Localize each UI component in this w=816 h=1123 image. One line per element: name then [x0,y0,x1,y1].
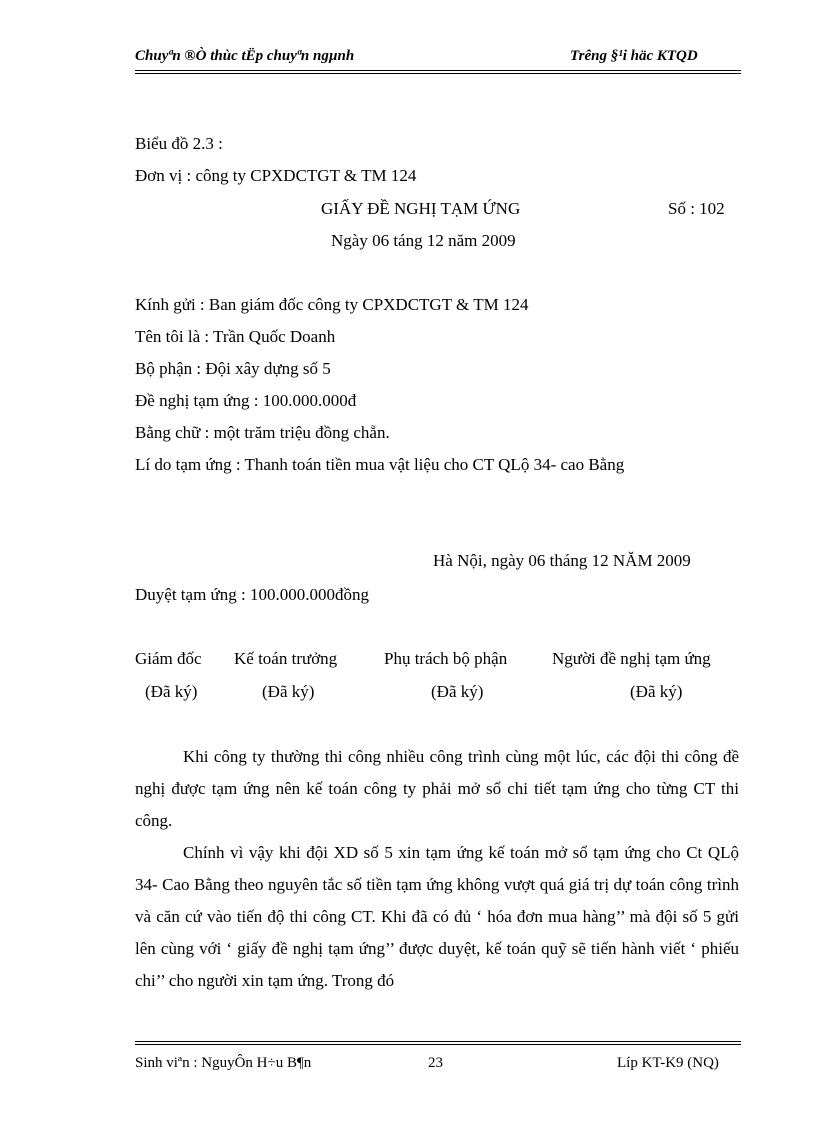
department-line: Bộ phận : Đội xây dựng số 5 [135,359,331,378]
signature-status: (Đã ký) [262,682,315,701]
footer-student: Sinh viªn : NguyÔn H÷u B¶n [135,1055,312,1071]
page-number: 23 [428,1055,443,1071]
signature-role: Người đề nghị tạm ứng [552,649,711,668]
signature-status: (Đã ký) [630,682,683,701]
body-paragraph-1: Khi công ty thường thi công nhiều công trình cùng một lúc, các đội thi công đề nghị được tạm ứng nên kế toán công ty phải mở sổ chi tiết tạm ứng cho từng CT thi công. [135,747,739,830]
form-date: Ngày 06 táng 12 năm 2009 [331,231,516,250]
header-rule-top [135,70,741,71]
name-line: Tên tôi là : Trần Quốc Doanh [135,327,336,346]
header-left-text: Chuyªn ®Ò thùc tËp chuyªn ngµnh [135,48,355,64]
signature-status: (Đã ký) [431,682,484,701]
form-number: Số : 102 [668,199,725,218]
place-date-line: Hà Nội, ngày 06 tháng 12 NĂM 2009 [433,551,691,570]
signature-role: Giám đốc [135,649,202,668]
footer-rule-bottom [135,1044,741,1045]
header-rule-bottom [135,73,741,74]
header-right-text: Trêng §¹i häc KTQD [570,48,698,64]
amount-line: Đề nghị tạm ứng : 100.000.000đ [135,391,357,410]
amount-in-words-line: Bằng chữ : một trăm triệu đồng chẵn. [135,423,390,442]
signature-status: (Đã ký) [145,682,198,701]
form-title: GIẤY ĐỀ NGHỊ TẠM ỨNG [321,199,521,218]
unit-line: Đơn vị : công ty CPXDCTGT & TM 124 [135,166,417,185]
footer-class: Líp KT-K9 (NQ) [617,1055,719,1071]
reason-line: Lí do tạm ứng : Thanh toán tiền mua vật liệu cho CT QLộ 34- cao Bằng [135,455,625,474]
body-paragraph-2: Chính vì vậy khi đội XD số 5 xin tạm ứng kế toán mở sổ tạm ứng cho Ct QLộ 34- Cao Bằng theo nguyên tắc số tiền tạm ứng không vượt quá giá trị dự toán công trình và căn cứ vào tiến độ thi công CT. Khi đã có đủ ‘ hóa đơn mua hàng’’ mà đội số 5 gửi lên cùng với ‘ giấy đề nghị tạm ứng’’ được duyệt, kế toán quỹ sẽ tiến hành viết ‘ phiếu chi’’ cho người xin tạm ứng. Trong đó [135,843,739,990]
chart-label: Biểu đồ 2.3 : [135,134,223,153]
footer-rule-top [135,1041,741,1042]
approved-line: Duyệt tạm ứng : 100.000.000đồng [135,585,369,604]
signature-role: Phụ trách bộ phận [384,649,508,668]
signature-role: Kế toán trưởng [234,649,338,668]
addressee-line: Kính gửi : Ban giám đốc công ty CPXDCTGT & TM 124 [135,295,529,314]
